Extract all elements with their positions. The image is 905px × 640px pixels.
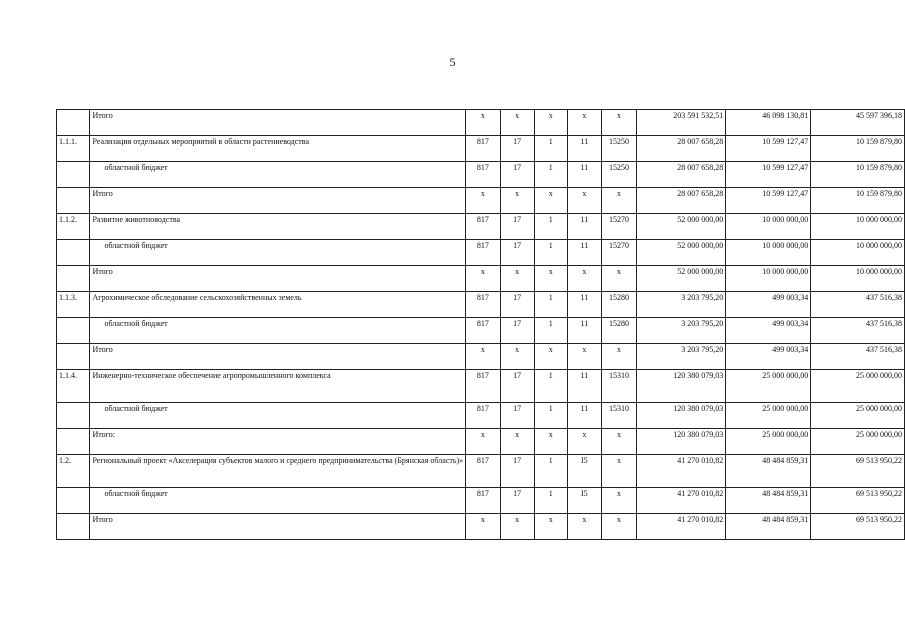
row-name-cell: Итого <box>90 514 466 540</box>
amount-year3-cell: 10 000 000,00 <box>811 214 905 240</box>
amount-year1-cell: 28 007 658,28 <box>637 188 726 214</box>
code-om-cell: 11 <box>567 214 601 240</box>
code-pgp-cell: 1 <box>534 292 567 318</box>
code-gr-cell: 817 <box>466 136 500 162</box>
code-direction-cell: 15270 <box>601 240 636 266</box>
row-number-cell: 1.1.1. <box>57 136 90 162</box>
code-om-cell: I5 <box>567 488 601 514</box>
code-om-cell: 11 <box>567 136 601 162</box>
row-number-cell <box>57 318 90 344</box>
amount-year1-cell: 28 007 658,28 <box>637 136 726 162</box>
row-name-cell: Итого <box>90 188 466 214</box>
code-gp-cell: x <box>500 514 534 540</box>
table-row <box>57 292 905 318</box>
code-gr-cell: x <box>466 110 500 136</box>
code-direction-cell: x <box>601 429 636 455</box>
amount-year1-cell: 120 380 079,03 <box>637 403 726 429</box>
amount-year3-cell: 10 159 879,80 <box>811 162 905 188</box>
row-number-cell <box>57 110 90 136</box>
code-pgp-cell: 1 <box>534 240 567 266</box>
code-direction-cell: x <box>601 344 636 370</box>
table-row <box>57 240 905 266</box>
code-gp-cell: 17 <box>500 292 534 318</box>
code-gp-cell: 17 <box>500 403 534 429</box>
code-direction-cell: x <box>601 455 636 488</box>
code-gr-cell: 817 <box>466 162 500 188</box>
code-direction-cell: x <box>601 188 636 214</box>
code-gp-cell: 17 <box>500 136 534 162</box>
row-number-cell <box>57 488 90 514</box>
code-direction-cell: 15310 <box>601 370 636 403</box>
budget-table <box>56 109 905 540</box>
amount-year3-cell: 10 000 000,00 <box>811 266 905 292</box>
amount-year1-cell: 203 591 532,51 <box>637 110 726 136</box>
code-om-cell: 11 <box>567 162 601 188</box>
amount-year1-cell: 52 000 000,00 <box>637 240 726 266</box>
code-gr-cell: 817 <box>466 214 500 240</box>
amount-year3-cell: 69 513 950,22 <box>811 514 905 540</box>
code-gr-cell: x <box>466 429 500 455</box>
table-row <box>57 455 905 488</box>
code-pgp-cell: 1 <box>534 214 567 240</box>
amount-year2-cell: 48 484 859,31 <box>726 514 811 540</box>
amount-year2-cell: 499 003,34 <box>726 318 811 344</box>
table-row <box>57 266 905 292</box>
amount-year2-cell: 25 000 000,00 <box>726 429 811 455</box>
code-gp-cell: 17 <box>500 214 534 240</box>
page-number: 5 <box>449 55 456 69</box>
row-name-cell: Итого <box>90 344 466 370</box>
row-name-cell: Инженерно-техническое обеспечение агропромышленного комплекса <box>90 370 466 403</box>
amount-year2-cell: 10 599 127,47 <box>726 136 811 162</box>
amount-year2-cell: 10 599 127,47 <box>726 162 811 188</box>
amount-year2-cell: 10 000 000,00 <box>726 240 811 266</box>
row-number-cell <box>57 188 90 214</box>
code-pgp-cell: x <box>534 429 567 455</box>
code-pgp-cell: x <box>534 266 567 292</box>
amount-year3-cell: 69 513 950,22 <box>811 455 905 488</box>
code-direction-cell: 15270 <box>601 214 636 240</box>
row-number-cell: 1.1.4. <box>57 370 90 403</box>
table-row <box>57 514 905 540</box>
code-pgp-cell: 1 <box>534 318 567 344</box>
table-row <box>57 110 905 136</box>
table-row <box>57 162 905 188</box>
code-om-cell: 11 <box>567 318 601 344</box>
code-gr-cell: x <box>466 188 500 214</box>
code-gr-cell: 817 <box>466 292 500 318</box>
row-name-cell: Агрохимическое обследование сельскохозяйственных земель <box>90 292 466 318</box>
table-row <box>57 214 905 240</box>
code-gr-cell: 817 <box>466 240 500 266</box>
amount-year2-cell: 10 599 127,47 <box>726 188 811 214</box>
table-row <box>57 136 905 162</box>
row-name-cell: Развитие животноводства <box>90 214 466 240</box>
code-gr-cell: 817 <box>466 403 500 429</box>
amount-year1-cell: 3 203 795,20 <box>637 292 726 318</box>
code-gp-cell: 17 <box>500 455 534 488</box>
amount-year2-cell: 10 000 000,00 <box>726 214 811 240</box>
code-om-cell: x <box>567 514 601 540</box>
table-row <box>57 403 905 429</box>
amount-year1-cell: 28 007 658,28 <box>637 162 726 188</box>
code-gp-cell: x <box>500 188 534 214</box>
code-pgp-cell: 1 <box>534 162 567 188</box>
table-row <box>57 318 905 344</box>
code-gp-cell: 17 <box>500 318 534 344</box>
amount-year1-cell: 120 380 079,03 <box>637 429 726 455</box>
code-pgp-cell: 1 <box>534 136 567 162</box>
row-number-cell <box>57 344 90 370</box>
amount-year1-cell: 52 000 000,00 <box>637 214 726 240</box>
code-gr-cell: x <box>466 266 500 292</box>
table-row <box>57 429 905 455</box>
row-name-cell: областной бюджет <box>90 240 466 266</box>
code-direction-cell: 15250 <box>601 136 636 162</box>
amount-year1-cell: 41 270 010,82 <box>637 514 726 540</box>
code-pgp-cell: x <box>534 110 567 136</box>
row-name-cell: Итого: <box>90 429 466 455</box>
code-gr-cell: 817 <box>466 318 500 344</box>
table-row <box>57 488 905 514</box>
table-row <box>57 188 905 214</box>
row-name-cell: областной бюджет <box>90 488 466 514</box>
amount-year2-cell: 46 098 130,81 <box>726 110 811 136</box>
row-number-cell: 1.1.3. <box>57 292 90 318</box>
amount-year2-cell: 25 000 000,00 <box>726 403 811 429</box>
code-gr-cell: 817 <box>466 370 500 403</box>
amount-year2-cell: 48 484 859,31 <box>726 488 811 514</box>
amount-year2-cell: 499 003,34 <box>726 292 811 318</box>
amount-year2-cell: 48 484 859,31 <box>726 455 811 488</box>
code-om-cell: x <box>567 188 601 214</box>
code-om-cell: x <box>567 266 601 292</box>
row-number-cell <box>57 403 90 429</box>
row-number-cell <box>57 240 90 266</box>
code-gp-cell: x <box>500 429 534 455</box>
amount-year1-cell: 3 203 795,20 <box>637 344 726 370</box>
code-gp-cell: 17 <box>500 488 534 514</box>
row-number-cell <box>57 162 90 188</box>
table-body <box>57 110 905 540</box>
amount-year3-cell: 437 516,38 <box>811 344 905 370</box>
table-row <box>57 370 905 403</box>
row-number-cell <box>57 266 90 292</box>
code-gp-cell: 17 <box>500 370 534 403</box>
amount-year3-cell: 69 513 950,22 <box>811 488 905 514</box>
amount-year1-cell: 41 270 010,82 <box>637 455 726 488</box>
row-name-cell: областной бюджет <box>90 318 466 344</box>
row-number-cell <box>57 514 90 540</box>
code-direction-cell: 15310 <box>601 403 636 429</box>
code-om-cell: x <box>567 344 601 370</box>
amount-year1-cell: 52 000 000,00 <box>637 266 726 292</box>
code-pgp-cell: 1 <box>534 455 567 488</box>
code-om-cell: 11 <box>567 240 601 266</box>
row-name-cell: Региональный проект «Акселерация субъектов малого и среднего предпринимательства (Брянская область)» <box>90 455 466 488</box>
code-gr-cell: x <box>466 344 500 370</box>
amount-year3-cell: 10 000 000,00 <box>811 240 905 266</box>
amount-year3-cell: 10 159 879,80 <box>811 188 905 214</box>
code-om-cell: x <box>567 110 601 136</box>
amount-year3-cell: 10 159 879,80 <box>811 136 905 162</box>
code-om-cell: 11 <box>567 403 601 429</box>
code-direction-cell: 15250 <box>601 162 636 188</box>
row-name-cell: Реализация отдельных мероприятий в области растениеводства <box>90 136 466 162</box>
code-direction-cell: x <box>601 488 636 514</box>
amount-year3-cell: 45 597 396,18 <box>811 110 905 136</box>
row-name-cell: Итого <box>90 110 466 136</box>
code-gr-cell: 817 <box>466 455 500 488</box>
code-om-cell: 11 <box>567 292 601 318</box>
amount-year3-cell: 437 516,38 <box>811 292 905 318</box>
amount-year3-cell: 25 000 000,00 <box>811 370 905 403</box>
code-pgp-cell: 1 <box>534 370 567 403</box>
code-direction-cell: 15280 <box>601 318 636 344</box>
amount-year1-cell: 3 203 795,20 <box>637 318 726 344</box>
amount-year1-cell: 120 380 079,03 <box>637 370 726 403</box>
code-direction-cell: x <box>601 514 636 540</box>
code-pgp-cell: x <box>534 188 567 214</box>
code-pgp-cell: 1 <box>534 488 567 514</box>
code-om-cell: x <box>567 429 601 455</box>
amount-year2-cell: 10 000 000,00 <box>726 266 811 292</box>
code-pgp-cell: x <box>534 514 567 540</box>
code-om-cell: 11 <box>567 370 601 403</box>
table-row <box>57 344 905 370</box>
code-gp-cell: 17 <box>500 162 534 188</box>
amount-year3-cell: 25 000 000,00 <box>811 429 905 455</box>
amount-year3-cell: 437 516,38 <box>811 318 905 344</box>
code-gp-cell: x <box>500 344 534 370</box>
row-number-cell: 1.2. <box>57 455 90 488</box>
code-pgp-cell: 1 <box>534 403 567 429</box>
code-gp-cell: 17 <box>500 240 534 266</box>
code-gr-cell: x <box>466 514 500 540</box>
code-pgp-cell: x <box>534 344 567 370</box>
row-name-cell: Итого <box>90 266 466 292</box>
amount-year2-cell: 25 000 000,00 <box>726 370 811 403</box>
row-name-cell: областной бюджет <box>90 403 466 429</box>
amount-year2-cell: 499 003,34 <box>726 344 811 370</box>
row-number-cell: 1.1.2. <box>57 214 90 240</box>
code-gp-cell: x <box>500 110 534 136</box>
code-gr-cell: 817 <box>466 488 500 514</box>
amount-year1-cell: 41 270 010,82 <box>637 488 726 514</box>
code-direction-cell: 15280 <box>601 292 636 318</box>
row-number-cell <box>57 429 90 455</box>
row-name-cell: областной бюджет <box>90 162 466 188</box>
amount-year3-cell: 25 000 000,00 <box>811 403 905 429</box>
code-direction-cell: x <box>601 266 636 292</box>
code-direction-cell: x <box>601 110 636 136</box>
code-gp-cell: x <box>500 266 534 292</box>
code-om-cell: I5 <box>567 455 601 488</box>
